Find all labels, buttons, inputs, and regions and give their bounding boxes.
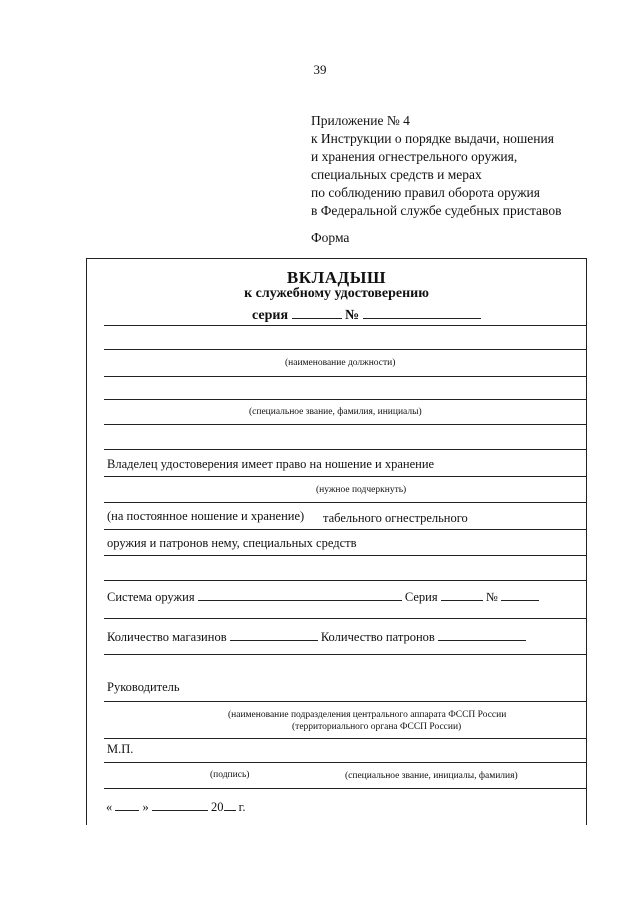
- signature-field-line[interactable]: [104, 762, 587, 763]
- appendix-header: [311, 112, 561, 220]
- caption-rank-initials-surname: (специальное звание, инициалы, фамилия): [345, 771, 518, 781]
- rank-name-field-line[interactable]: [104, 399, 587, 400]
- number-label: №: [345, 308, 360, 323]
- page-number: 39: [313, 62, 327, 77]
- form-line: [104, 580, 587, 581]
- form-line: [104, 476, 587, 477]
- date-close-quote: »: [142, 800, 149, 814]
- appendix-line: и хранения огнестрельного оружия,: [311, 149, 518, 164]
- year-field[interactable]: [224, 798, 236, 811]
- form-line: [104, 618, 587, 619]
- weapon-number-field[interactable]: [501, 588, 539, 601]
- year-prefix: 20: [211, 800, 224, 814]
- magazines-label: Количество магазинов: [107, 630, 227, 644]
- month-field[interactable]: [152, 798, 208, 811]
- cartridges-field[interactable]: [438, 628, 526, 641]
- form-line: [104, 529, 587, 530]
- day-field[interactable]: [115, 798, 139, 811]
- service-firearm-text: табельного огнестрельного: [323, 511, 468, 525]
- head-label: Руководитель: [107, 680, 180, 694]
- position-field-line[interactable]: [104, 349, 587, 350]
- form-line: [104, 555, 587, 556]
- series-field[interactable]: [292, 304, 342, 319]
- stamp-label: М.П.: [107, 742, 134, 756]
- form-line: [104, 654, 587, 655]
- form-line: [104, 738, 587, 739]
- caption-underline-needed: (нужное подчеркнуть): [316, 485, 407, 495]
- caption-department-line2: (территориального органа ФССП России): [292, 722, 462, 732]
- form-label: Форма: [311, 230, 350, 245]
- insert-subtitle: к служебному удостоверению: [244, 286, 429, 301]
- magazines-row: [107, 628, 526, 645]
- appendix-line: к Инструкции о порядке выдачи, ношения: [311, 131, 554, 146]
- caption-rank-name: (специальное звание, фамилия, инициалы): [249, 407, 422, 417]
- weapon-system-label: Система оружия: [107, 590, 195, 604]
- year-suffix: г.: [238, 800, 246, 814]
- cartridges-label: Количество патронов: [320, 630, 435, 644]
- form-line: [104, 788, 587, 789]
- date-open-quote: «: [106, 800, 113, 814]
- form-line: [104, 325, 587, 326]
- form-line: [104, 376, 587, 377]
- magazines-field[interactable]: [230, 628, 318, 641]
- insert-title: ВКЛАДЫШ: [286, 268, 387, 287]
- number-field[interactable]: [363, 304, 481, 319]
- appendix-line: в Федеральной службе судебных приставов: [311, 203, 562, 218]
- form-line: [104, 424, 587, 425]
- series-number-line: [252, 304, 481, 324]
- form-line: [104, 502, 587, 503]
- appendix-line: по соблюдению правил оборота оружия: [311, 185, 540, 200]
- weapon-series-field[interactable]: [441, 588, 483, 601]
- caption-signature: (подпись): [210, 770, 250, 780]
- form-line: [104, 449, 587, 450]
- caption-position: (наименование должности): [285, 358, 396, 368]
- weapon-series-label: Серия: [404, 590, 438, 604]
- date-row: [106, 798, 245, 815]
- weapon-system-field[interactable]: [198, 588, 402, 601]
- weapon-ammo-text: оружия и патронов нему, специальных средств: [107, 536, 357, 550]
- owner-right-text: Владелец удостоверения имеет право на ношение и хранение: [107, 457, 435, 471]
- appendix-line: специальных средств и мерах: [311, 167, 482, 182]
- weapon-number-label: №: [485, 590, 498, 604]
- head-field-line[interactable]: [104, 701, 587, 702]
- weapon-system-row: [107, 588, 539, 605]
- caption-department-line1: (наименование подразделения центрального аппарата ФССП России: [228, 710, 507, 720]
- appendix-line: Приложение № 4: [311, 113, 410, 128]
- permanent-options-text: (на постоянное ношение и хранение): [107, 509, 305, 523]
- series-label: серия: [252, 308, 289, 323]
